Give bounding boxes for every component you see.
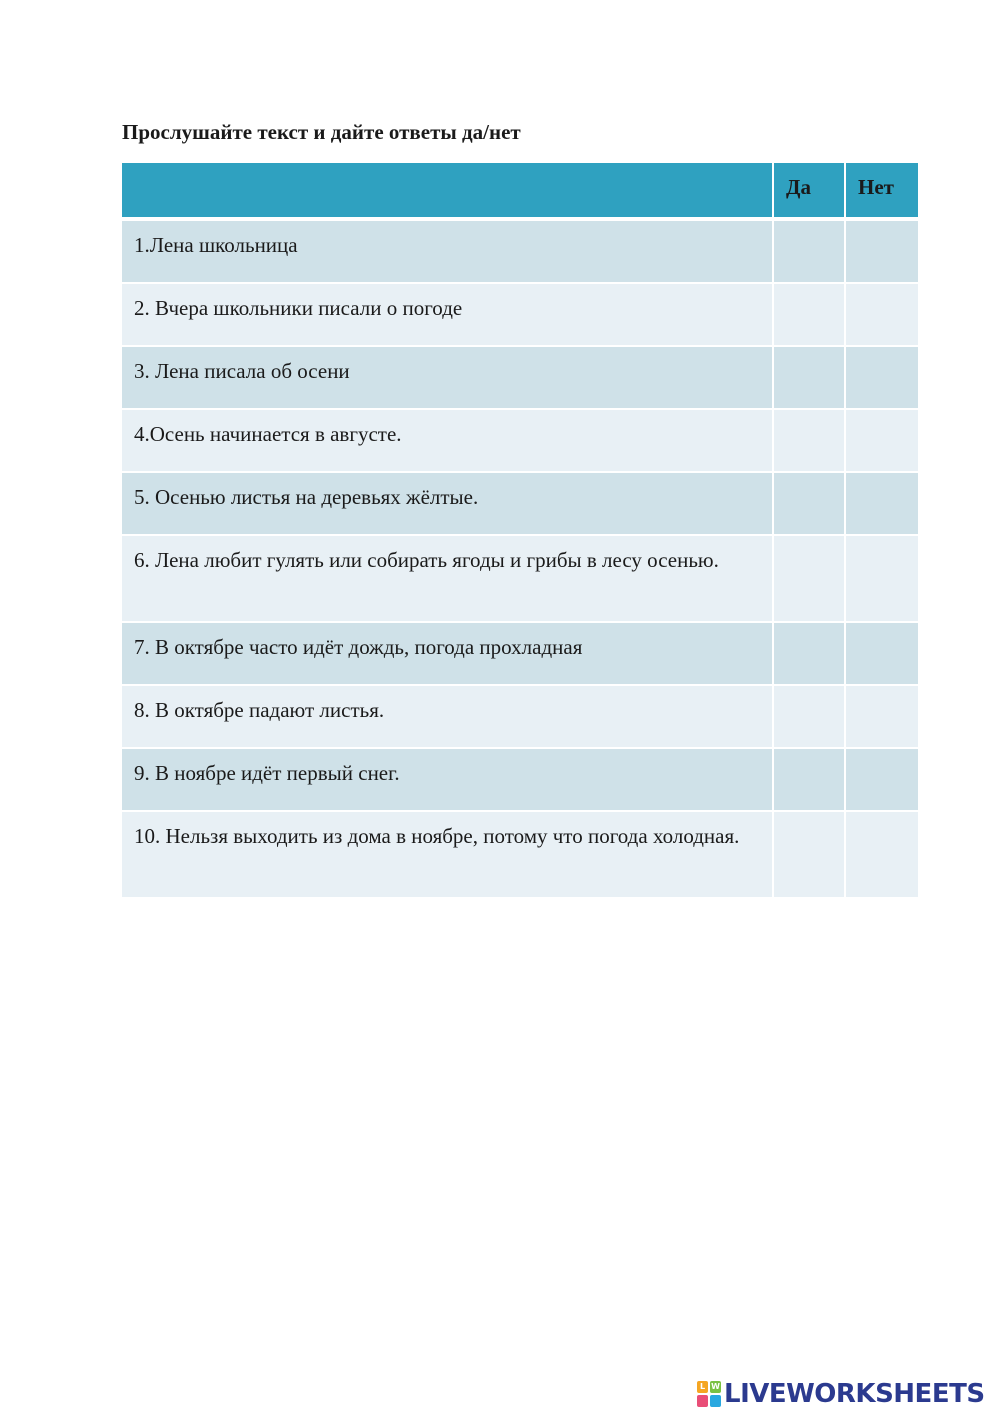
logo-text: LIVEWORKSHEETS <box>724 1379 985 1409</box>
header-question <box>122 163 774 221</box>
answer-table <box>122 163 918 899</box>
question-cell: 4.Осень начинается в августе. <box>122 410 774 473</box>
table-row <box>122 347 918 410</box>
logo-mark-tile: L <box>697 1381 708 1393</box>
logo-mark-tile: W <box>711 1382 720 1391</box>
question-cell: 10. Нельзя выходить из дома в ноябре, потому что погода холодная. <box>122 812 774 899</box>
header-yes: Да <box>774 163 846 221</box>
table-row <box>122 812 918 899</box>
yes-answer-cell[interactable] <box>774 410 846 473</box>
yes-answer-cell[interactable] <box>774 221 846 284</box>
header-no: Нет <box>846 163 918 221</box>
table-row <box>122 536 918 623</box>
question-cell: 2. Вчера школьники писали о погоде <box>122 284 774 347</box>
logo-mark-tile <box>697 1395 708 1407</box>
yes-answer-cell[interactable] <box>774 623 846 686</box>
table-header-row <box>122 163 918 221</box>
yes-answer-cell[interactable] <box>774 686 846 749</box>
no-answer-cell[interactable] <box>846 347 918 410</box>
no-answer-cell[interactable] <box>846 812 918 899</box>
liveworksheets-logo-icon <box>697 1381 721 1407</box>
table-row <box>122 221 918 284</box>
yes-answer-cell[interactable] <box>774 347 846 410</box>
no-answer-cell[interactable] <box>846 686 918 749</box>
table-row <box>122 686 918 749</box>
no-answer-cell[interactable] <box>846 473 918 536</box>
yes-answer-cell[interactable] <box>774 284 846 347</box>
worksheet-title: Прослушайте текст и дайте ответы да/нет <box>122 120 521 144</box>
question-cell: 7. В октябре часто идёт дождь, погода прохладная <box>122 623 774 686</box>
no-answer-cell[interactable] <box>846 284 918 347</box>
question-cell: 8. В октябре падают листья. <box>122 686 774 749</box>
yes-answer-cell[interactable] <box>774 473 846 536</box>
no-answer-cell[interactable] <box>846 536 918 623</box>
no-answer-cell[interactable] <box>846 749 918 812</box>
question-cell: 5. Осенью листья на деревьях жёлтые. <box>122 473 774 536</box>
table-row <box>122 410 918 473</box>
no-answer-cell[interactable] <box>846 623 918 686</box>
question-cell: 3. Лена писала об осени <box>122 347 774 410</box>
no-answer-cell[interactable] <box>846 221 918 284</box>
table-row <box>122 623 918 686</box>
yes-answer-cell[interactable] <box>774 749 846 812</box>
liveworksheets-logo <box>697 1378 985 1410</box>
yes-answer-cell[interactable] <box>774 812 846 899</box>
logo-mark-tile <box>710 1395 721 1407</box>
no-answer-cell[interactable] <box>846 410 918 473</box>
question-cell: 9. В ноябре идёт первый снег. <box>122 749 774 812</box>
yes-answer-cell[interactable] <box>774 536 846 623</box>
table-row <box>122 284 918 347</box>
question-cell: 6. Лена любит гулять или собирать ягоды и грибы в лесу осенью. <box>122 536 774 623</box>
table-row <box>122 749 918 812</box>
table-row <box>122 473 918 536</box>
question-cell: 1.Лена школьница <box>122 221 774 284</box>
